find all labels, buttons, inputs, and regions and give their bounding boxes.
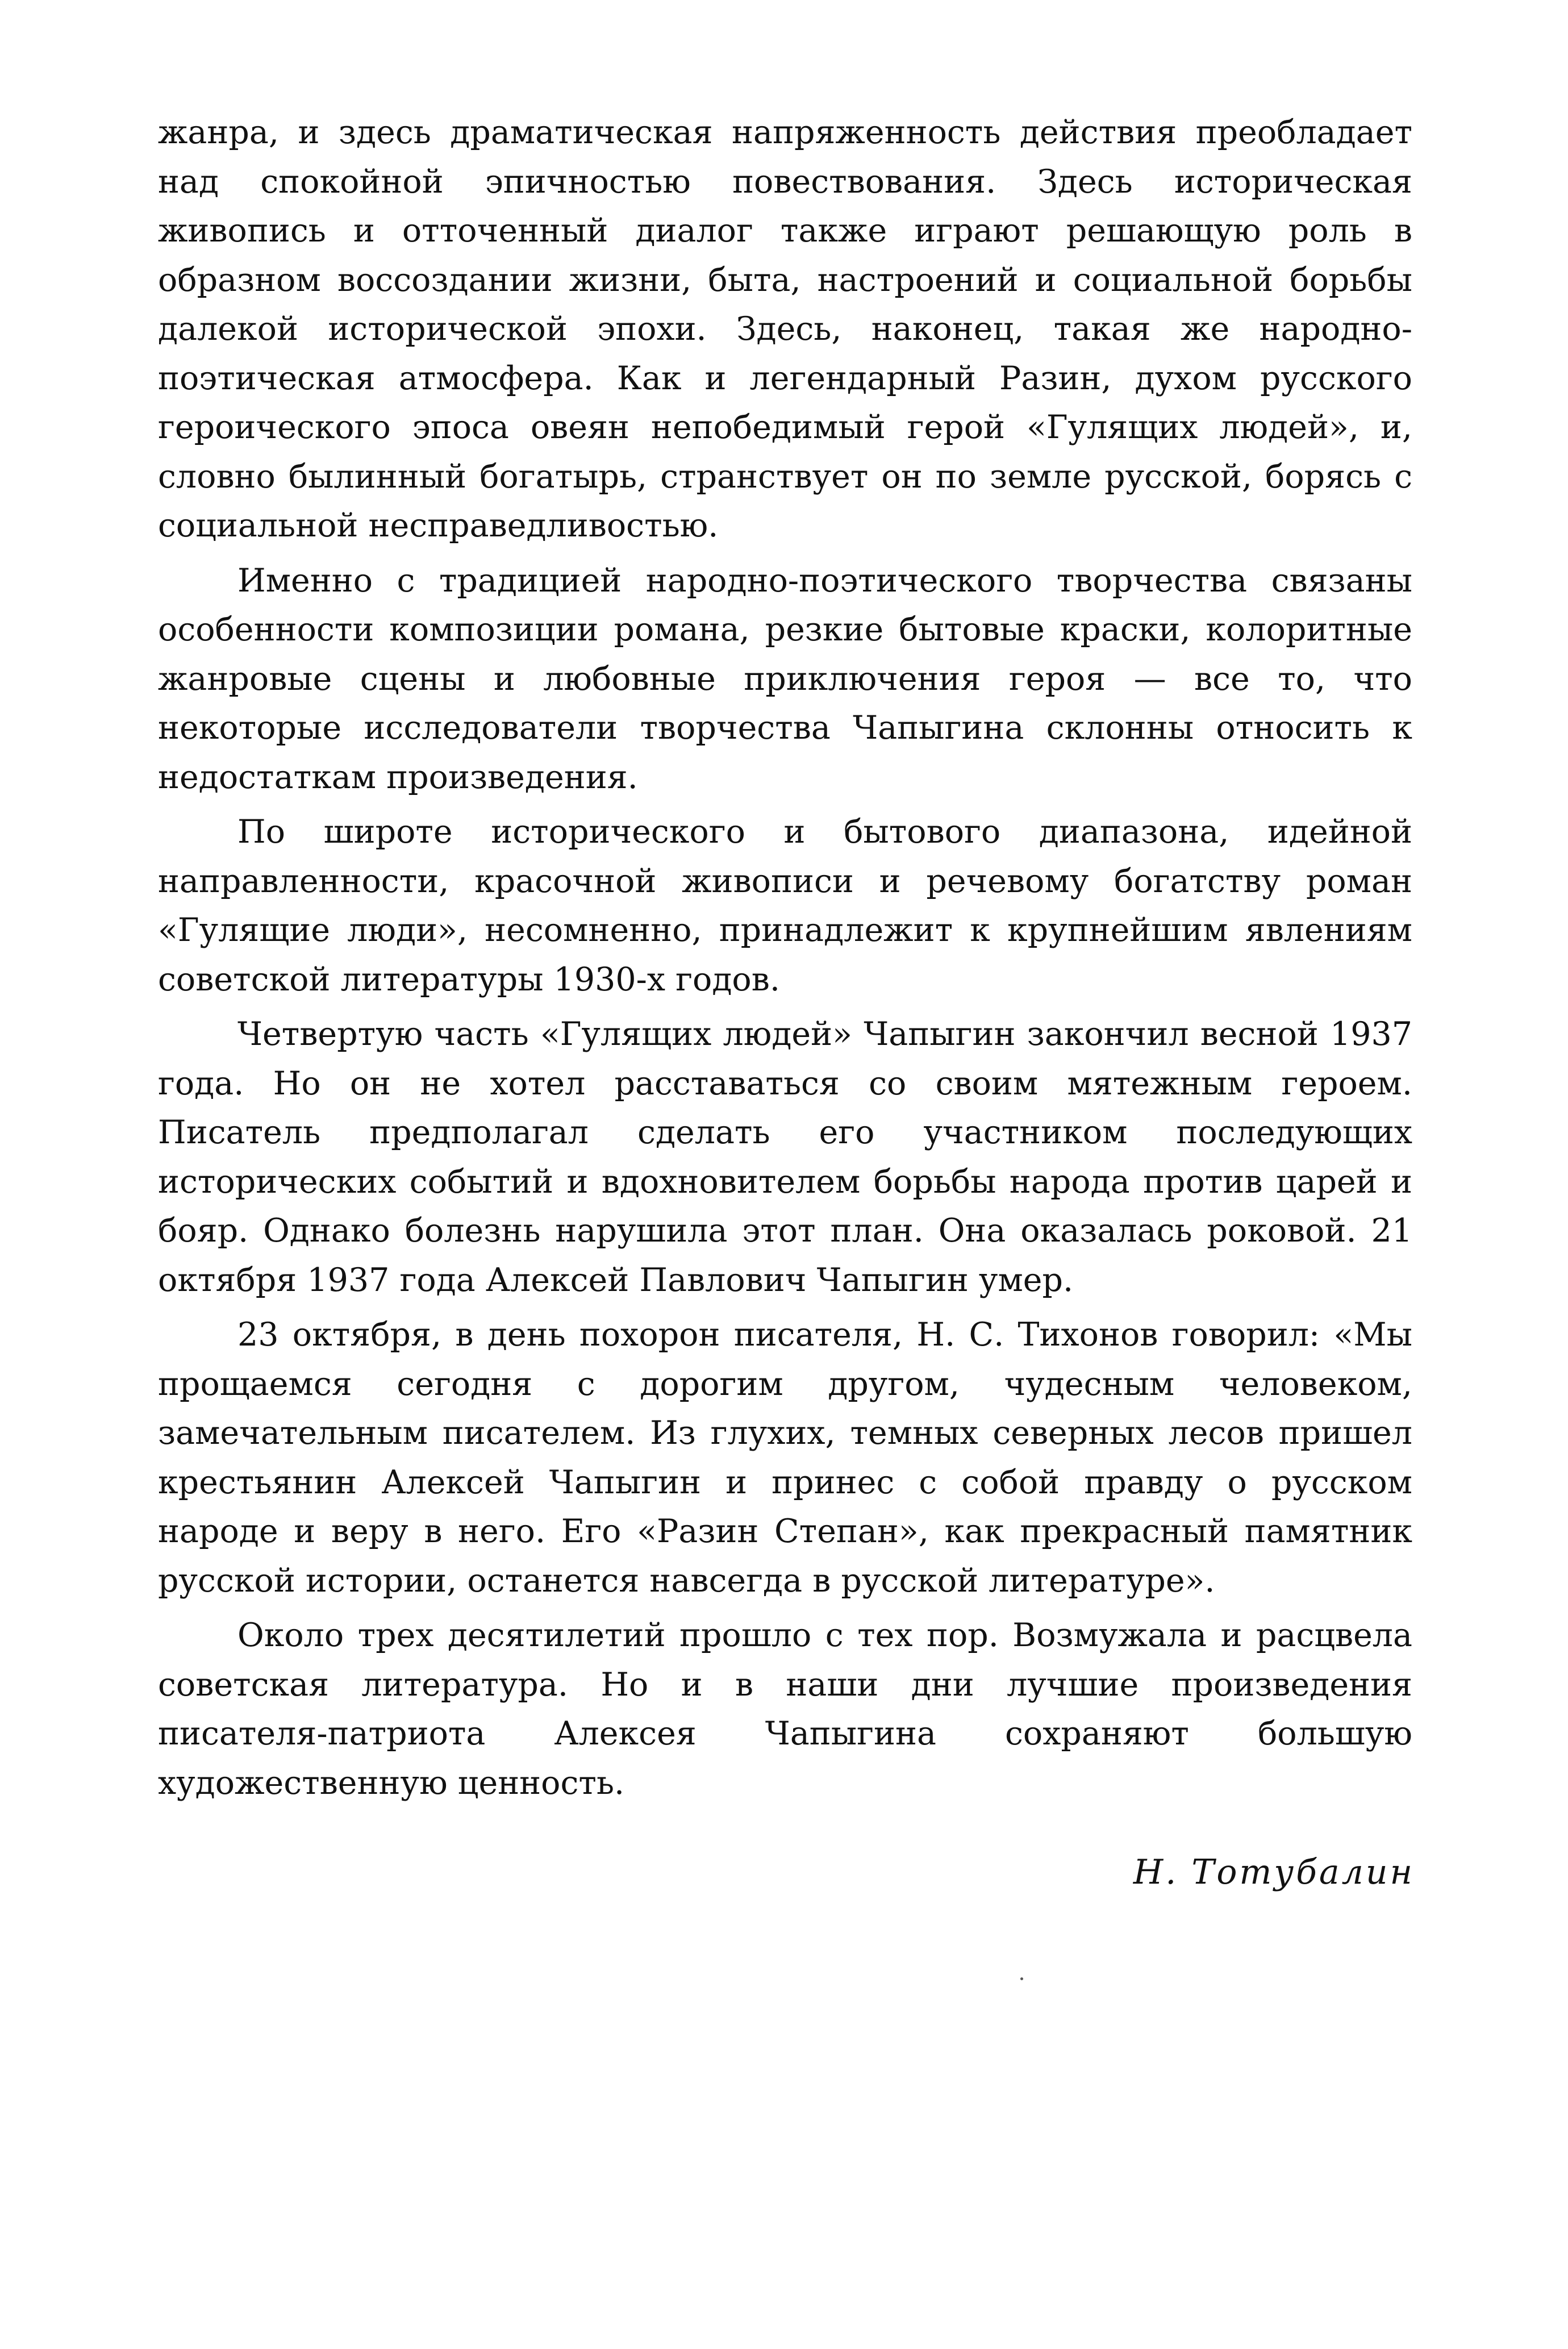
print-speck: [1020, 1977, 1023, 1980]
paragraph-continuation: жанра, и здесь драматическая напряженность действия преобладает над спокойной эпичностью повествования. Здесь историческая живопись и отточенный диалог также играют решающую роль в образном воссоздании жизни, быта, настроений и социальной борьбы далекой исторической эпохи. Здесь, наконец, такая же народно-поэтическая атмосфера. Как и легендарный Разин, духом русского героического эпоса овеян непобедимый герой «Гулящих людей», и, словно былинный богатырь, странствует он по земле русской, борясь с социальной несправедливостью.: [158, 114, 1412, 544]
paragraph-legacy: Около трех десятилетий прошло с тех пор. Возмужала и расцвела советская литература. Но и в наши дни лучшие произведения писателя-патриота Алексея Чапыгина сохраняют большую художественную ценность.: [158, 1617, 1412, 1802]
paragraph-funeral-speech: 23 октября, в день похорон писателя, Н. С. Тихонов говорил: «Мы прощаемся сегодня с дорогим другом, чудесным человеком, замечательным писателем. Из глухих, темных северных лесов пришел крестьянин Алексей Чапыгин и принес с собой правду о русском народе и веру в него. Его «Разин Степан», как прекрасный памятник русской истории, останется навсегда в русской литературе».: [158, 1316, 1412, 1600]
paragraph-significance: По широте исторического и бытового диапазона, идейной направленности, красочной живописи и речевому богатству роман «Гулящие люди», несомненно, принадлежит к крупнейшим явлениям советской литературы 1930-х годов.: [158, 813, 1412, 998]
author-signature: Н. Тотубалин: [1133, 1852, 1415, 1892]
paragraph-final-years: Четвертую часть «Гулящих людей» Чапыгин закончил весной 1937 года. Но он не хотел расставаться со своим мятежным героем. Писатель предполагал сделать его участником последующих исторических событий и вдохновителем борьбы народа против царей и бояр. Однако болезнь нарушила этот план. Она оказалась роковой. 21 октября 1937 года Алексей Павлович Чапыгин умер.: [158, 1015, 1412, 1299]
article-body: [158, 108, 1412, 1813]
paragraph-composition: Именно с традицией народно-поэтического творчества связаны особенности композиции романа, резкие бытовые краски, колоритные жанровые сцены и любовные приключения героя — все то, что некоторые исследователи творчества Чапыгина склонны относить к недостаткам произведения.: [158, 561, 1412, 796]
